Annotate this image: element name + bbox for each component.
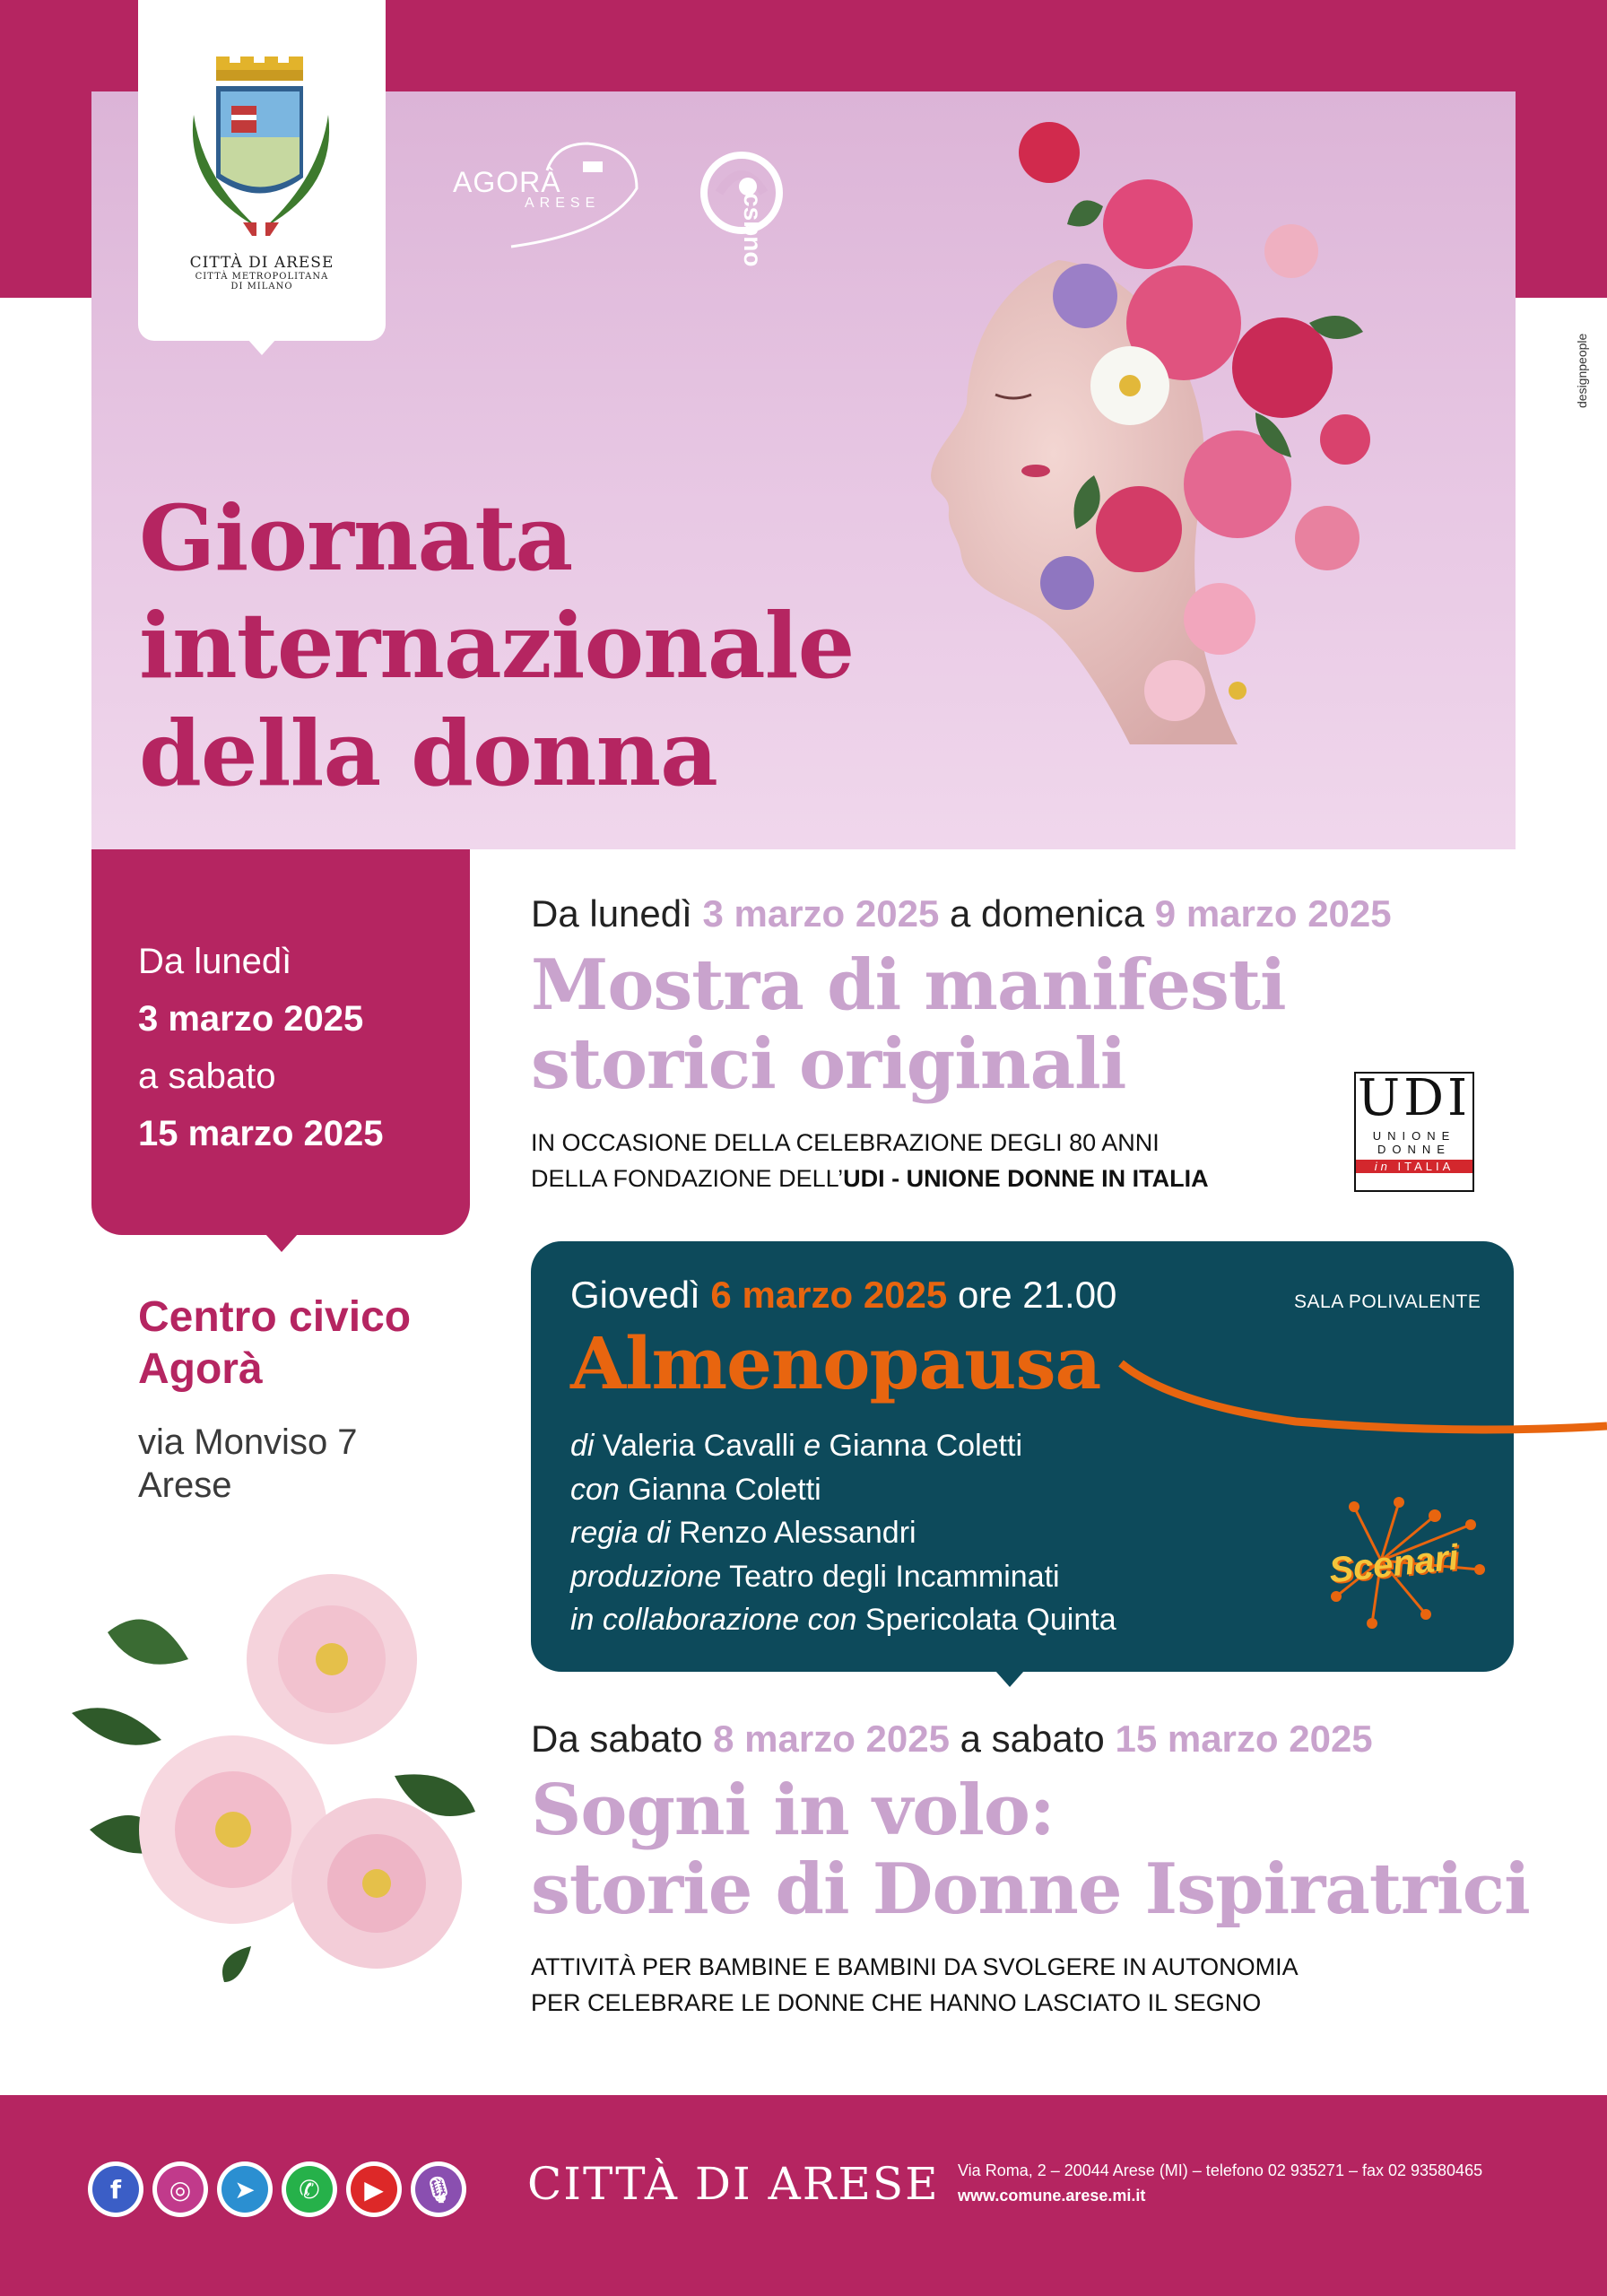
- event2-credit-1-name-2: Gianna Coletti: [829, 1429, 1023, 1463]
- udi-logo: [1354, 1069, 1474, 1192]
- venue-address: [138, 1421, 358, 1507]
- event2-credit-1-conj: e: [804, 1429, 821, 1463]
- whatsapp-icon: ✆: [286, 2166, 333, 2213]
- address-line-2: Arese: [138, 1465, 232, 1505]
- footer-website-link[interactable]: www.comune.arese.mi.it: [958, 2187, 1146, 2205]
- event3-title-line-1: Sogni in volo:: [531, 1770, 1055, 1851]
- event1-date-start: 3 marzo 2025: [702, 892, 940, 935]
- address-line-1: via Monviso 7: [138, 1422, 358, 1462]
- event2-location: SALA POLIVALENTE: [1294, 1292, 1481, 1312]
- event1-dates: [531, 892, 1392, 935]
- agora-swoosh-icon: [502, 135, 646, 251]
- date-prefix-1: Da lunedì: [138, 942, 292, 981]
- date-range-text: [138, 933, 384, 1162]
- event2-title: Almenopausa: [570, 1321, 1101, 1405]
- event2-credit-4-name: Teatro degli Incamminati: [729, 1559, 1060, 1594]
- event1-date-end: 9 marzo 2025: [1154, 892, 1392, 935]
- event2-credit-4: [570, 1555, 1116, 1599]
- event3-desc-line-1: ATTIVITÀ PER BAMBINE E BAMBINI DA SVOLGERE IN AUTONOMIA: [531, 1953, 1299, 1980]
- youtube-button[interactable]: [346, 2161, 402, 2217]
- event1-desc-line-2-text: DELLA FONDAZIONE DELL’: [531, 1165, 844, 1192]
- event2-credit-5: [570, 1598, 1116, 1642]
- csbno-logo-text: csbno: [739, 193, 767, 267]
- event3-description: [531, 1949, 1299, 2021]
- event3-desc-line-2: PER CELEBRARE LE DONNE CHE HANNO LASCIATO IL SEGNO: [531, 1989, 1262, 2016]
- podcast-icon: 🎙: [415, 2166, 462, 2213]
- facebook-button[interactable]: [88, 2161, 143, 2217]
- udi-logo-line-3: [1356, 1160, 1472, 1173]
- event1-desc-line-2-bold: UDI - UNIONE DONNE IN ITALIA: [843, 1165, 1209, 1192]
- udi-logo-line-1: UNIONE: [1372, 1129, 1456, 1143]
- event1-desc-line-2: [531, 1161, 1209, 1196]
- municipality-name: CITTÀ DI ARESE: [189, 254, 334, 272]
- event2-box-notch: [995, 1671, 1024, 1687]
- municipality-sub1: CITTÀ METROPOLITANA: [195, 272, 329, 282]
- flower-portrait-image: [861, 117, 1435, 834]
- event1-prefix: Da lunedì: [531, 892, 692, 935]
- event3-date-start: 8 marzo 2025: [713, 1718, 950, 1760]
- municipality-sub2: DI MILANO: [230, 282, 293, 291]
- venue-line-2: Agorà: [138, 1345, 263, 1393]
- whatsapp-button[interactable]: [282, 2161, 337, 2217]
- agora-logo-sub: ARESE: [525, 196, 601, 211]
- event1-title-line-2: storici originali: [531, 1023, 1126, 1105]
- event2-credit-2: [570, 1468, 1116, 1512]
- hero-title-line-2: internazionale: [139, 593, 855, 699]
- podcast-button[interactable]: [411, 2161, 466, 2217]
- event2-credit-4-role: produzione: [570, 1559, 722, 1594]
- event2-credit-2-name: Gianna Coletti: [628, 1472, 821, 1507]
- event2-credits: [570, 1424, 1116, 1642]
- event2-credit-3-name: Renzo Alessandri: [678, 1516, 916, 1550]
- event2-date: 6 marzo 2025: [710, 1274, 948, 1316]
- hero-title-line-1: Giornata: [139, 485, 573, 591]
- instagram-button[interactable]: [152, 2161, 208, 2217]
- udi-logo-in: in: [1374, 1160, 1391, 1173]
- event3-title-line-2: storie di Donne Ispiratrici: [531, 1848, 1530, 1930]
- facebook-icon: f: [92, 2166, 139, 2213]
- event2-credit-1-role: di: [570, 1429, 595, 1463]
- event3-date-end: 15 marzo 2025: [1115, 1718, 1373, 1760]
- event2-time: ore 21.00: [957, 1274, 1117, 1316]
- event2-credit-2-role: con: [570, 1472, 620, 1507]
- date-box-notch: [265, 1234, 298, 1252]
- hero-title: [139, 484, 854, 807]
- event1-description: [531, 1125, 1209, 1196]
- youtube-icon: ▶: [351, 2166, 397, 2213]
- date-start: 3 marzo 2025: [138, 999, 364, 1039]
- peony-flowers-image: [36, 1561, 484, 2027]
- date-end: 15 marzo 2025: [138, 1114, 384, 1153]
- agora-logo-text: AGORÀ: [453, 166, 561, 198]
- event2-credit-3: [570, 1511, 1116, 1555]
- event2-prefix: Giovedì: [570, 1274, 700, 1316]
- telegram-icon: ➤: [222, 2166, 268, 2213]
- event2-credit-5-role: in collaborazione con: [570, 1603, 857, 1637]
- event2-credit-1-name: Valeria Cavalli: [602, 1429, 795, 1463]
- event1-title: [531, 946, 1286, 1104]
- logo-card-notch: [248, 339, 276, 355]
- event2-credit-3-role: regia di: [570, 1516, 671, 1550]
- event1-desc-line-1: IN OCCASIONE DELLA CELEBRAZIONE DEGLI 80 ANNI: [531, 1129, 1160, 1156]
- lips: [1021, 465, 1050, 477]
- event1-middle: a domenica: [949, 892, 1145, 935]
- footer-address: Via Roma, 2 – 20044 Arese (MI) – telefono 02 935271 – fax 02 93580465: [958, 2161, 1483, 2179]
- event3-dates: [531, 1718, 1373, 1761]
- designer-credit: designpeople: [1575, 333, 1589, 408]
- event2-datetime: [570, 1274, 1116, 1317]
- footer-city-name: CITTÀ DI ARESE: [527, 2158, 940, 2210]
- event2-credit-1: [570, 1424, 1116, 1468]
- orange-swoosh-decoration: [1116, 1350, 1607, 1466]
- hero-title-line-3: della donna: [139, 700, 717, 806]
- udi-logo-italia: ITALIA: [1397, 1160, 1455, 1173]
- scenari-logo-text: Scenari: [1327, 1537, 1461, 1591]
- date-prefix-2: a sabato: [138, 1057, 276, 1096]
- venue-name: [138, 1292, 411, 1396]
- instagram-icon: ◎: [157, 2166, 204, 2213]
- event3-title: [531, 1771, 1530, 1929]
- event3-middle: a sabato: [960, 1718, 1105, 1760]
- venue-line-1: Centro civico: [138, 1293, 412, 1341]
- udi-logo-line-2: DONNE: [1377, 1143, 1451, 1156]
- telegram-button[interactable]: [217, 2161, 273, 2217]
- arese-coat-of-arms-icon: [167, 52, 355, 254]
- udi-logo-big: UDI: [1357, 1069, 1472, 1127]
- event3-prefix: Da sabato: [531, 1718, 703, 1760]
- event2-credit-5-name: Spericolata Quinta: [864, 1603, 1116, 1637]
- event1-title-line-1: Mostra di manifesti: [531, 944, 1286, 1026]
